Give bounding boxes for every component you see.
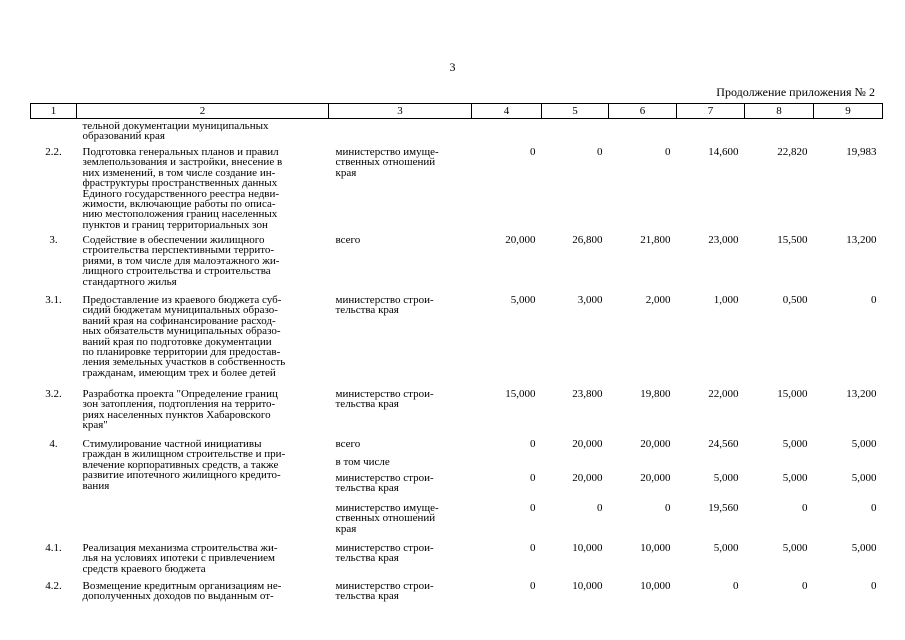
value-cell: 0 — [597, 502, 603, 514]
page-number: 3 — [449, 60, 456, 74]
value-cell: 20,000 — [640, 438, 671, 450]
header-col-7: 7 — [677, 104, 745, 119]
table-row — [31, 541, 883, 579]
value-cell: 5,000 — [713, 472, 739, 484]
header-col-6: 6 — [609, 104, 677, 119]
row-number: 4.2. — [45, 580, 62, 592]
value-cell: 15,000 — [777, 388, 808, 400]
table-row — [31, 437, 883, 455]
row-description: Стимулирование частной инициативы граждан в жилищном строительстве и при- влечение корпоративных средств, а также развитие ипотечного жилищного кредито- вания — [82, 438, 286, 492]
row-number: 3. — [49, 234, 58, 246]
value-cell: 0 — [733, 580, 739, 592]
value-cell: 0 — [530, 542, 536, 554]
value-cell: 0 — [530, 146, 536, 158]
value-cell: 10,000 — [640, 542, 671, 554]
value-cell: 5,000 — [713, 542, 739, 554]
value-cell: 2,000 — [645, 294, 671, 306]
row-responsible: министерство имуще- ственных отношений края — [335, 146, 439, 179]
row-description: Подготовка генеральных планов и правил землепользования и застройки, внесение в них изменений, в том числе создание ин- фраструктуры пространственных данных Единого государственного реестра недви- жимости, включающие работы по описа- нию местоположения границ населенных пунктов и границ территориальных зон — [82, 146, 283, 231]
value-cell: 0 — [802, 502, 808, 514]
value-cell: 10,000 — [572, 580, 603, 592]
value-cell: 19,800 — [640, 388, 671, 400]
value-cell: 5,000 — [782, 438, 808, 450]
value-cell: 0 — [530, 502, 536, 514]
row-responsible: министерство строи- тельства края — [335, 294, 434, 317]
value-cell: 19,560 — [708, 502, 739, 514]
value-cell: 20,000 — [572, 438, 603, 450]
value-cell: 3,000 — [577, 294, 603, 306]
value-cell: 0 — [871, 580, 877, 592]
header-col-8: 8 — [745, 104, 814, 119]
header-col-2: 2 — [77, 104, 329, 119]
row-number: 3.2. — [45, 388, 62, 400]
header-col-9: 9 — [814, 104, 883, 119]
value-cell: 24,560 — [708, 438, 739, 450]
table-row — [31, 233, 883, 293]
value-cell: 20,000 — [572, 472, 603, 484]
value-cell: 20,000 — [505, 234, 536, 246]
row-responsible: министерство имуще- ственных отношений края — [335, 502, 439, 535]
value-cell: 14,600 — [708, 146, 739, 158]
header-col-4: 4 — [472, 104, 542, 119]
value-cell: 20,000 — [640, 472, 671, 484]
table-row — [31, 293, 883, 387]
row-number: 3.1. — [45, 294, 62, 306]
program-table — [30, 103, 883, 607]
value-cell: 23,800 — [572, 388, 603, 400]
value-cell: 22,000 — [708, 388, 739, 400]
value-cell: 0 — [665, 502, 671, 514]
value-cell: 0 — [802, 580, 808, 592]
row-description: тельной документации муниципальных образований края — [82, 120, 269, 143]
row-responsible: в том числе — [335, 456, 390, 468]
row-description: Реализация механизма строительства жи- лья на условиях ипотеки с привлечением средств краевого бюджета — [82, 542, 278, 575]
row-responsible: министерство строи- тельства края — [335, 542, 434, 565]
header-col-5: 5 — [542, 104, 609, 119]
value-cell: 0 — [530, 472, 536, 484]
value-cell: 26,800 — [572, 234, 603, 246]
table-row — [31, 145, 883, 233]
row-responsible: всего — [335, 234, 361, 246]
header-col-1: 1 — [31, 104, 77, 119]
row-responsible: всего — [335, 438, 361, 450]
value-cell: 5,000 — [782, 542, 808, 554]
value-cell: 13,200 — [846, 234, 877, 246]
row-number: 4.1. — [45, 542, 62, 554]
row-number: 2.2. — [45, 146, 62, 158]
value-cell: 0 — [871, 294, 877, 306]
value-cell: 0 — [597, 146, 603, 158]
table-row — [31, 387, 883, 437]
row-number: 4. — [49, 438, 58, 450]
continuation-label: Продолжение приложения № 2 — [716, 85, 875, 99]
header-col-3: 3 — [329, 104, 472, 119]
value-cell: 19,983 — [846, 146, 877, 158]
value-cell: 5,000 — [782, 472, 808, 484]
value-cell: 1,000 — [713, 294, 739, 306]
row-description: Содействие в обеспечении жилищного строительства перспективными террито- риями, в том числе для малоэтажного жи- лищного строительства и строительства стандартного жилья — [82, 234, 280, 288]
table-row — [31, 119, 883, 146]
row-description: Предоставление из краевого бюджета суб- сидий бюджетам муниципальных образо- ваний края на софинансирование расход- ных обязательств муниципальных образо- ваний края по подготовке документации по планировке территории для предостав- ления земельных участков в собственность гражданам, имеющим трех и более детей — [82, 294, 286, 379]
row-description: Разработка проекта "Определение границ зон затопления, подтопления на террито- риях населенных пунктов Хабаровского края" — [82, 388, 278, 432]
row-responsible: министерство строи- тельства края — [335, 580, 434, 603]
value-cell: 23,000 — [708, 234, 739, 246]
table-row — [31, 579, 883, 607]
value-cell: 0 — [530, 438, 536, 450]
value-cell: 22,820 — [777, 146, 808, 158]
value-cell: 5,000 — [510, 294, 536, 306]
row-responsible: министерство строи- тельства края — [335, 388, 434, 411]
value-cell: 15,500 — [777, 234, 808, 246]
value-cell: 13,200 — [846, 388, 877, 400]
value-cell: 5,000 — [851, 438, 877, 450]
value-cell: 10,000 — [640, 580, 671, 592]
value-cell: 0 — [665, 146, 671, 158]
value-cell: 15,000 — [505, 388, 536, 400]
row-responsible: министерство строи- тельства края — [335, 472, 434, 495]
value-cell: 0 — [530, 580, 536, 592]
value-cell: 0 — [871, 502, 877, 514]
value-cell: 5,000 — [851, 542, 877, 554]
value-cell: 21,800 — [640, 234, 671, 246]
value-cell: 0,500 — [782, 294, 808, 306]
header-row — [31, 104, 883, 119]
value-cell: 5,000 — [851, 472, 877, 484]
value-cell: 10,000 — [572, 542, 603, 554]
row-description: Возмещение кредитным организациям не- дополученных доходов по выданным от- — [82, 580, 282, 603]
